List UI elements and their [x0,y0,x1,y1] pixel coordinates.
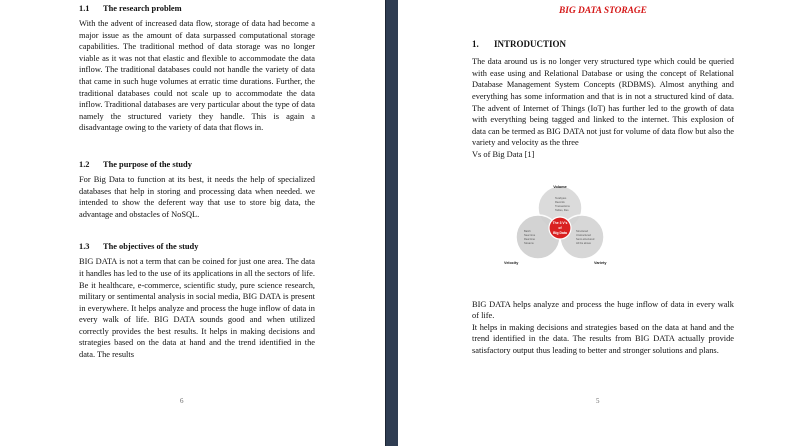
volume-item: Transactions [555,204,570,208]
center-label-3: Big Data [553,230,567,235]
volume-item: Terabytes [555,196,567,200]
section-title: The objectives of the study [103,242,199,252]
page-number: 5 [596,397,600,405]
document-page-right [398,0,798,446]
velocity-item: Batch [524,229,531,233]
variety-item: Structured [576,229,588,233]
velocity-label: Velocity [504,260,519,265]
page-number: 6 [180,397,184,405]
page-content [79,3,315,361]
section-heading-1-3 [79,241,315,252]
three-vs-diagram [490,184,630,266]
section-paragraph-objectives: BIG DATA is not a term that can be coined for just one area. The data it handles has led to the use of its applications in all the sectors of life. Be it healthcare, e-commerce, scientific study, pure science research, military or sentimental analysis in social media, BIG DATA is present in everywhere. It helps analyze and process the huge inflow of data in every walk of life. BIG DATA sounds good and when utilized correctly provides the best results. It helps in making decisions and strategies based on the data at hand and the trend identified in the data. The results [79,257,315,360]
figure-caption: Vs of Big Data [1] [472,149,535,159]
section-heading-1-2 [79,159,315,170]
chapter-number: 1. [472,38,479,49]
velocity-item: Near time [524,233,536,237]
section-title: The purpose of the study [103,159,192,169]
chapter-heading [472,39,734,51]
volume-label: Volume [553,184,567,189]
center-label-2: of [558,225,562,230]
variety-item: All the above [576,241,591,245]
volume-item: Records [555,200,565,204]
page-content [472,6,734,357]
velocity-item: Streams [524,241,534,245]
body-paragraph: It helps in making decisions and strategies based on the data at hand and the trend identified in the data. The results from BIG DATA actually provide satisfactory output thus leading to better and stronger solutions and plans. [472,322,734,355]
document-page-left [0,0,385,446]
chapter-title: INTRODUCTION [494,38,567,49]
center-label-1: The 3 V's [552,220,568,225]
section-paragraph-research-problem: With the advent of increased data flow, storage of data had become a major issue as the amount of data surpassed computational storage capabilities. The traditional method of data storage was no longer viable as it was not that elastic and flexible to accommodate the data inflow. The traditional databases could not handle the variety of data that came in such huge volumes at erratic time durations. Further, the traditional databases could not scale up to accommodate the data inflow. Traditional databases are very particular about the type of data namely the structured variety they handle. This is again a disadvantage owing to the variety of data that flows in. [79,19,315,133]
volume-item: Tables, files [555,208,569,212]
document-title: BIG DATA STORAGE [559,6,647,16]
section-number: 1.2 [79,159,90,169]
velocity-item: Real time [524,237,535,241]
body-paragraph: BIG DATA helps analyze and process the huge inflow of data in every walk of life. [472,299,734,321]
section-heading-1-1 [79,3,315,14]
variety-item: Unstructured [576,233,591,237]
section-title: The research problem [103,4,182,13]
variety-item: Semi-structured [576,237,595,241]
section-number: 1.3 [79,242,90,252]
section-number: 1.1 [79,4,90,13]
intro-paragraph: The data around us is no longer very structured type which could be queried with ease using and Relational Database or using the concept of Relational Database Management System Concepts (RDBMS). Almost anything and everything has some information and that is in not a structured kind of data. The advent of Internet of Things (IoT) has further led to the growth of data with everything being tagged and linked to the internet. This explosion of data can be termed as BIG DATA not just for volume of data flow but also the variety and velocity as the three [472,57,734,148]
variety-label: Variety [594,260,607,265]
section-paragraph-purpose: For Big Data to function at its best, it needs the help of specialized databases that help in storing and processing data when needed. we intended to show the deferent way that use to store big data, the advantage and obstacles of NoSQL. [79,174,315,219]
